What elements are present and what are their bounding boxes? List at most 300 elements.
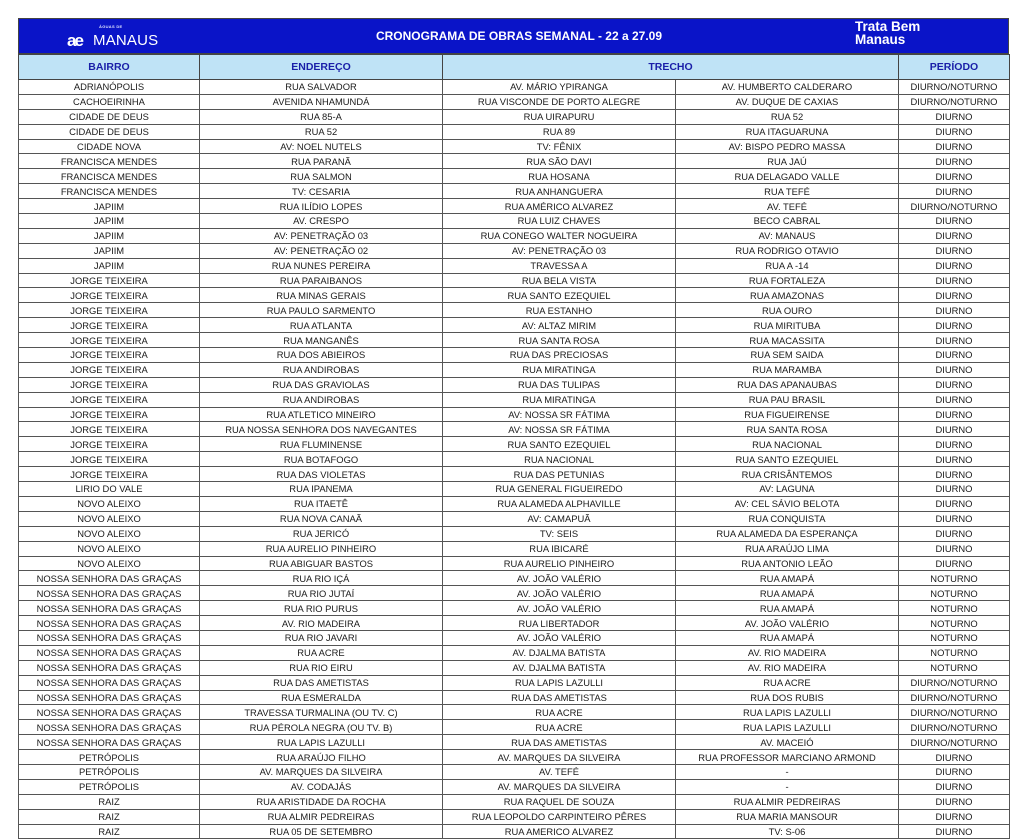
cell-trecho-to: RUA SANTO EZEQUIEL [676,452,899,467]
cell-trecho-from: RUA SÃO DAVI [443,154,676,169]
cell-bairro: FRANCISCA MENDES [19,154,200,169]
cell-trecho-to: RUA DOS RUBIS [676,690,899,705]
cell-bairro: ADRIANÓPOLIS [19,80,200,95]
cell-trecho-to: - [676,764,899,779]
cell-trecho-to: RUA ANTONIO LEÃO [676,556,899,571]
cell-endereco: RUA MINAS GERAIS [200,288,443,303]
cell-endereco: RUA AURELIO PINHEIRO [200,541,443,556]
table-row [19,601,1010,616]
table-row [19,243,1010,258]
cell-trecho-from: RUA MIRATINGA [443,392,676,407]
cell-trecho-to: RUA ARAÚJO LIMA [676,541,899,556]
cell-trecho-from: RUA ESTANHO [443,303,676,318]
cell-trecho-to: RUA LAPIS LAZULLI [676,720,899,735]
cell-bairro: JORGE TEIXEIRA [19,422,200,437]
cell-bairro: NOSSA SENHORA DAS GRAÇAS [19,630,200,645]
cell-bairro: NOVO ALEIXO [19,511,200,526]
cell-trecho-from: RUA ACRE [443,705,676,720]
cell-periodo: DIURNO [899,809,1010,824]
cell-trecho-to: RUA PAU BRASIL [676,392,899,407]
cell-endereco: RUA PARANÃ [200,154,443,169]
table-row [19,228,1010,243]
cell-periodo: DIURNO [899,154,1010,169]
cell-trecho-from: RUA SANTA ROSA [443,333,676,348]
cell-periodo: DIURNO [899,764,1010,779]
cell-endereco: RUA DAS AMETISTAS [200,675,443,690]
table-row [19,139,1010,154]
cell-periodo: DIURNO [899,824,1010,839]
cell-bairro: NOVO ALEIXO [19,526,200,541]
page-title: CRONOGRAMA DE OBRAS SEMANAL - 22 a 27.09 [375,29,663,43]
cell-bairro: JAPIIM [19,228,200,243]
cell-trecho-to: RUA CRISÂNTEMOS [676,467,899,482]
cell-periodo: DIURNO/NOTURNO [899,735,1010,750]
cell-periodo: DIURNO [899,348,1010,363]
cell-periodo: DIURNO [899,288,1010,303]
cell-periodo: DIURNO/NOTURNO [899,199,1010,214]
cell-periodo: DIURNO [899,496,1010,511]
cell-endereco: RUA SALMON [200,169,443,184]
cell-periodo: NOTURNO [899,601,1010,616]
table-row [19,169,1010,184]
cell-endereco: RUA NOVA CANAÃ [200,511,443,526]
cell-bairro: JORGE TEIXEIRA [19,437,200,452]
cell-bairro: JAPIIM [19,258,200,273]
cell-periodo: DIURNO/NOTURNO [899,80,1010,95]
cell-endereco: RUA DAS GRAVIOLAS [200,377,443,392]
cell-bairro: NOSSA SENHORA DAS GRAÇAS [19,690,200,705]
cell-trecho-to: RUA ALAMEDA DA ESPERANÇA [676,526,899,541]
cell-endereco: RUA ESMERALDA [200,690,443,705]
cell-periodo: DIURNO [899,526,1010,541]
cell-bairro: NOSSA SENHORA DAS GRAÇAS [19,675,200,690]
cell-periodo: DIURNO/NOTURNO [899,94,1010,109]
schedule-sheet [18,18,1009,839]
table-row [19,467,1010,482]
cell-periodo: DIURNO/NOTURNO [899,705,1010,720]
table-row [19,526,1010,541]
cell-trecho-to: RUA ACRE [676,675,899,690]
cell-endereco: RUA 52 [200,124,443,139]
table-row [19,303,1010,318]
cell-trecho-to: RUA FIGUEIRENSE [676,407,899,422]
cell-trecho-from: AV. MARQUES DA SILVEIRA [443,779,676,794]
cell-bairro: JORGE TEIXEIRA [19,288,200,303]
table-row [19,482,1010,497]
cell-trecho-from: RUA SANTO EZEQUIEL [443,288,676,303]
table-row [19,824,1010,839]
cell-bairro: FRANCISCA MENDES [19,184,200,199]
cell-periodo: DIURNO [899,750,1010,765]
cell-trecho-from: RUA IBICARÉ [443,541,676,556]
cell-trecho-to: AV: LAGUNA [676,482,899,497]
cell-bairro: PETRÓPOLIS [19,750,200,765]
cell-bairro: RAIZ [19,824,200,839]
cell-bairro: LIRIO DO VALE [19,482,200,497]
cell-bairro: NOVO ALEIXO [19,556,200,571]
cell-periodo: DIURNO [899,482,1010,497]
table-row [19,199,1010,214]
cell-trecho-from: RUA SANTO EZEQUIEL [443,437,676,452]
cell-endereco: RUA MANGANÊS [200,333,443,348]
table-row [19,362,1010,377]
cell-endereco: AV: PENETRAÇÃO 03 [200,228,443,243]
logo-right-line1: Trata Bem [855,19,921,34]
cell-trecho-from: RUA LAPIS LAZULLI [443,675,676,690]
cell-trecho-to: RUA CONQUISTA [676,511,899,526]
cell-trecho-from: TV: FÊNIX [443,139,676,154]
cell-bairro: JORGE TEIXEIRA [19,303,200,318]
cell-periodo: DIURNO [899,258,1010,273]
cell-trecho-to: RUA AMAPÁ [676,630,899,645]
cell-endereco: RUA ANDIROBAS [200,392,443,407]
cell-trecho-to: AV. RIO MADEIRA [676,645,899,660]
cell-trecho-from: AV. DJALMA BATISTA [443,645,676,660]
cell-bairro: NOSSA SENHORA DAS GRAÇAS [19,720,200,735]
cell-endereco: RUA FLUMINENSE [200,437,443,452]
cell-periodo: DIURNO [899,779,1010,794]
logo-left-small-text: ÁGUAS DE [99,24,123,29]
header-banner [18,18,1009,54]
cell-trecho-from: RUA GENERAL FIGUEIREDO [443,482,676,497]
table-row [19,720,1010,735]
cell-endereco: RUA ATLANTA [200,318,443,333]
cell-bairro: JORGE TEIXEIRA [19,377,200,392]
table-row [19,571,1010,586]
cell-endereco: RUA RIO EIRU [200,660,443,675]
table-row [19,124,1010,139]
cell-trecho-to: AV. DUQUE DE CAXIAS [676,94,899,109]
cell-bairro: PETRÓPOLIS [19,779,200,794]
cell-trecho-from: RUA LIBERTADOR [443,616,676,631]
cell-periodo: DIURNO [899,273,1010,288]
cell-endereco: AV. RIO MADEIRA [200,616,443,631]
cell-trecho-from: RUA DAS TULIPAS [443,377,676,392]
cell-endereco: RUA 85-A [200,109,443,124]
cell-trecho-to: RUA 52 [676,109,899,124]
cell-trecho-from: AV: NOSSA SR FÁTIMA [443,407,676,422]
table-row [19,496,1010,511]
cell-endereco: RUA RIO PURUS [200,601,443,616]
cell-trecho-from: RUA AMÉRICO ALVAREZ [443,199,676,214]
cell-periodo: DIURNO [899,452,1010,467]
cell-endereco: RUA NOSSA SENHORA DOS NAVEGANTES [200,422,443,437]
cell-endereco: RUA PAULO SARMENTO [200,303,443,318]
cell-bairro: NOSSA SENHORA DAS GRAÇAS [19,705,200,720]
cell-trecho-to: AV. TEFÉ [676,199,899,214]
cell-trecho-to: RUA FORTALEZA [676,273,899,288]
table-row [19,794,1010,809]
cell-endereco: RUA ARISTIDADE DA ROCHA [200,794,443,809]
cell-periodo: DIURNO [899,556,1010,571]
cell-periodo: DIURNO/NOTURNO [899,675,1010,690]
cell-periodo: DIURNO [899,407,1010,422]
table-row [19,392,1010,407]
cell-bairro: CIDADE DE DEUS [19,124,200,139]
cell-trecho-to: AV. RIO MADEIRA [676,660,899,675]
cell-periodo: DIURNO [899,467,1010,482]
table-row [19,288,1010,303]
cell-trecho-to: RUA RODRIGO OTAVIO [676,243,899,258]
cell-trecho-from: AV. JOÃO VALÉRIO [443,571,676,586]
cell-endereco: AV. CRESPO [200,214,443,229]
table-row [19,94,1010,109]
table-row [19,735,1010,750]
cell-trecho-from: RUA DAS AMETISTAS [443,735,676,750]
cell-trecho-from: AV. MÁRIO YPIRANGA [443,80,676,95]
cell-periodo: NOTURNO [899,630,1010,645]
cell-trecho-to: RUA DAS APANAUBAS [676,377,899,392]
cell-endereco: RUA ITAETÊ [200,496,443,511]
cell-bairro: JORGE TEIXEIRA [19,452,200,467]
cell-trecho-to: BECO CABRAL [676,214,899,229]
cell-trecho-from: AV: CAMAPUÃ [443,511,676,526]
schedule-table [18,54,1010,839]
cell-periodo: DIURNO [899,511,1010,526]
table-row [19,273,1010,288]
cell-periodo: NOTURNO [899,616,1010,631]
cell-trecho-from: AV: NOSSA SR FÁTIMA [443,422,676,437]
cell-trecho-to: - [676,779,899,794]
cell-trecho-from: RUA ANHANGUERA [443,184,676,199]
table-row [19,318,1010,333]
column-header-periodo: PERÍODO [899,55,1010,80]
cell-trecho-to: AV: MANAUS [676,228,899,243]
cell-endereco: AV: PENETRAÇÃO 02 [200,243,443,258]
cell-trecho-to: AV: CEL SÁVIO BELOTA [676,496,899,511]
column-header-row [19,55,1010,80]
cell-endereco: RUA 05 DE SETEMBRO [200,824,443,839]
cell-periodo: NOTURNO [899,645,1010,660]
cell-trecho-from: AV. DJALMA BATISTA [443,660,676,675]
cell-endereco: AV. MARQUES DA SILVEIRA [200,764,443,779]
cell-periodo: DIURNO [899,318,1010,333]
table-row [19,779,1010,794]
cell-trecho-from: RUA DAS AMETISTAS [443,690,676,705]
logo-right-line2: Manaus [855,32,906,47]
table-row [19,630,1010,645]
cell-endereco: RUA DOS ABIEIROS [200,348,443,363]
cell-endereco: RUA ATLETICO MINEIRO [200,407,443,422]
cell-trecho-from: AV: PENETRAÇÃO 03 [443,243,676,258]
cell-periodo: DIURNO/NOTURNO [899,690,1010,705]
cell-endereco: RUA PÉROLA NEGRA (OU TV. B) [200,720,443,735]
cell-periodo: DIURNO [899,392,1010,407]
cell-bairro: NOVO ALEIXO [19,541,200,556]
cell-bairro: NOSSA SENHORA DAS GRAÇAS [19,586,200,601]
cell-bairro: NOSSA SENHORA DAS GRAÇAS [19,660,200,675]
cell-bairro: FRANCISCA MENDES [19,169,200,184]
cell-endereco: RUA RIO JAVARI [200,630,443,645]
table-row [19,184,1010,199]
cell-endereco: RUA ANDIROBAS [200,362,443,377]
cell-bairro: JORGE TEIXEIRA [19,273,200,288]
table-row [19,452,1010,467]
table-row [19,764,1010,779]
cell-trecho-to: AV. JOÃO VALÉRIO [676,616,899,631]
cell-trecho-to: RUA MIRITUBA [676,318,899,333]
cell-trecho-to: RUA TEFÉ [676,184,899,199]
cell-periodo: DIURNO [899,794,1010,809]
cell-periodo: DIURNO [899,303,1010,318]
cell-bairro: JORGE TEIXEIRA [19,407,200,422]
cell-trecho-to: RUA NACIONAL [676,437,899,452]
cell-periodo: DIURNO [899,243,1010,258]
table-row [19,616,1010,631]
cell-trecho-from: AV: ALTAZ MIRIM [443,318,676,333]
cell-endereco: RUA ACRE [200,645,443,660]
ae-logo-icon: ae [67,31,82,50]
cell-bairro: JORGE TEIXEIRA [19,318,200,333]
cell-periodo: DIURNO [899,362,1010,377]
cell-endereco: RUA PARAIBANOS [200,273,443,288]
cell-trecho-from: RUA BELA VISTA [443,273,676,288]
cell-trecho-to: RUA PROFESSOR MARCIANO ARMOND [676,750,899,765]
cell-bairro: JAPIIM [19,243,200,258]
cell-endereco: RUA ALMIR PEDREIRAS [200,809,443,824]
cell-bairro: JORGE TEIXEIRA [19,392,200,407]
cell-endereco: RUA BOTAFOGO [200,452,443,467]
cell-endereco: RUA JERICÓ [200,526,443,541]
cell-trecho-from: RUA RAQUEL DE SOUZA [443,794,676,809]
table-row [19,333,1010,348]
table-row [19,407,1010,422]
cell-trecho-from: RUA HOSANA [443,169,676,184]
cell-trecho-to: RUA OURO [676,303,899,318]
column-header-bairro: BAIRRO [19,55,200,80]
cell-endereco: RUA SALVADOR [200,80,443,95]
cell-trecho-to: RUA AMAZONAS [676,288,899,303]
cell-trecho-from: RUA 89 [443,124,676,139]
cell-endereco: RUA RIO IÇÁ [200,571,443,586]
cell-bairro: RAIZ [19,809,200,824]
logo-left-name: MANAUS [93,32,159,49]
cell-trecho-from: RUA LUIZ CHAVES [443,214,676,229]
cell-endereco: RUA LAPIS LAZULLI [200,735,443,750]
cell-endereco: RUA NUNES PEREIRA [200,258,443,273]
cell-periodo: DIURNO [899,184,1010,199]
cell-endereco: RUA IPANEMA [200,482,443,497]
cell-endereco: TV: CESARIA [200,184,443,199]
cell-trecho-to: AV. MACEIÓ [676,735,899,750]
cell-trecho-to: RUA MARAMBA [676,362,899,377]
cell-trecho-from: TV: SEIS [443,526,676,541]
cell-bairro: NOSSA SENHORA DAS GRAÇAS [19,616,200,631]
cell-trecho-to: RUA JAÚ [676,154,899,169]
cell-trecho-from: RUA CONEGO WALTER NOGUEIRA [443,228,676,243]
cell-trecho-from: RUA UIRAPURU [443,109,676,124]
table-body [19,80,1010,839]
table-row [19,541,1010,556]
cell-bairro: JORGE TEIXEIRA [19,362,200,377]
cell-periodo: DIURNO [899,437,1010,452]
table-row [19,437,1010,452]
cell-endereco: AV: NOEL NUTELS [200,139,443,154]
cell-trecho-from: RUA ACRE [443,720,676,735]
cell-trecho-to: RUA LAPIS LAZULLI [676,705,899,720]
cell-trecho-from: RUA VISCONDE DE PORTO ALEGRE [443,94,676,109]
cell-periodo: DIURNO [899,214,1010,229]
cell-trecho-to: RUA AMAPÁ [676,586,899,601]
cell-trecho-to: TV: S-06 [676,824,899,839]
aguas-de-manaus-logo [65,23,175,51]
cell-bairro: CACHOEIRINHA [19,94,200,109]
table-row [19,645,1010,660]
cell-bairro: JAPIIM [19,199,200,214]
cell-trecho-to: RUA ALMIR PEDREIRAS [676,794,899,809]
table-row [19,258,1010,273]
cell-trecho-from: AV. JOÃO VALÉRIO [443,586,676,601]
cell-trecho-to: RUA AMAPÁ [676,601,899,616]
cell-trecho-to: RUA A -14 [676,258,899,273]
cell-trecho-to: RUA AMAPÁ [676,571,899,586]
cell-bairro: NOVO ALEIXO [19,496,200,511]
cell-trecho-to: RUA DELAGADO VALLE [676,169,899,184]
cell-trecho-from: AV. JOÃO VALÉRIO [443,601,676,616]
table-row [19,377,1010,392]
cell-periodo: NOTURNO [899,660,1010,675]
table-row [19,422,1010,437]
column-header-trecho: TRECHO [443,55,899,80]
cell-trecho-from: RUA DAS PRECIOSAS [443,348,676,363]
cell-endereco: RUA DAS VIOLETAS [200,467,443,482]
cell-trecho-from: AV. MARQUES DA SILVEIRA [443,750,676,765]
table-row [19,348,1010,363]
cell-trecho-from: RUA ALAMEDA ALPHAVILLE [443,496,676,511]
cell-periodo: DIURNO [899,333,1010,348]
cell-trecho-from: AV. TEFÉ [443,764,676,779]
table-row [19,675,1010,690]
table-row [19,586,1010,601]
cell-trecho-from: AV. JOÃO VALÉRIO [443,630,676,645]
cell-bairro: RAIZ [19,794,200,809]
table-row [19,109,1010,124]
table-row [19,214,1010,229]
cell-trecho-to: AV: BISPO PEDRO MASSA [676,139,899,154]
cell-trecho-from: RUA AURELIO PINHEIRO [443,556,676,571]
cell-trecho-to: RUA MACASSITA [676,333,899,348]
column-header-endereco: ENDEREÇO [200,55,443,80]
cell-periodo: DIURNO [899,124,1010,139]
cell-trecho-from: RUA AMERICO ALVAREZ [443,824,676,839]
table-row [19,80,1010,95]
cell-trecho-to: RUA SEM SAIDA [676,348,899,363]
cell-endereco: RUA ABIGUAR BASTOS [200,556,443,571]
cell-trecho-from: RUA DAS PETUNIAS [443,467,676,482]
table-row [19,511,1010,526]
cell-bairro: NOSSA SENHORA DAS GRAÇAS [19,571,200,586]
cell-bairro: CIDADE DE DEUS [19,109,200,124]
cell-trecho-to: RUA ITAGUARUNA [676,124,899,139]
cell-bairro: PETRÓPOLIS [19,764,200,779]
cell-periodo: NOTURNO [899,571,1010,586]
cell-periodo: NOTURNO [899,586,1010,601]
cell-bairro: JAPIIM [19,214,200,229]
table-row [19,705,1010,720]
cell-endereco: RUA RIO JUTAÍ [200,586,443,601]
cell-trecho-from: TRAVESSA A [443,258,676,273]
table-row [19,690,1010,705]
cell-trecho-from: RUA NACIONAL [443,452,676,467]
cell-trecho-to: RUA SANTA ROSA [676,422,899,437]
cell-endereco: AVENIDA NHAMUNDÁ [200,94,443,109]
trata-bem-manaus-logo [855,20,920,46]
cell-trecho-to: RUA MARIA MANSOUR [676,809,899,824]
cell-endereco: AV. CODAJÁS [200,779,443,794]
cell-trecho-from: RUA MIRATINGA [443,362,676,377]
cell-trecho-from: RUA LEOPOLDO CARPINTEIRO PÊRES [443,809,676,824]
cell-endereco: RUA ILÍDIO LOPES [200,199,443,214]
